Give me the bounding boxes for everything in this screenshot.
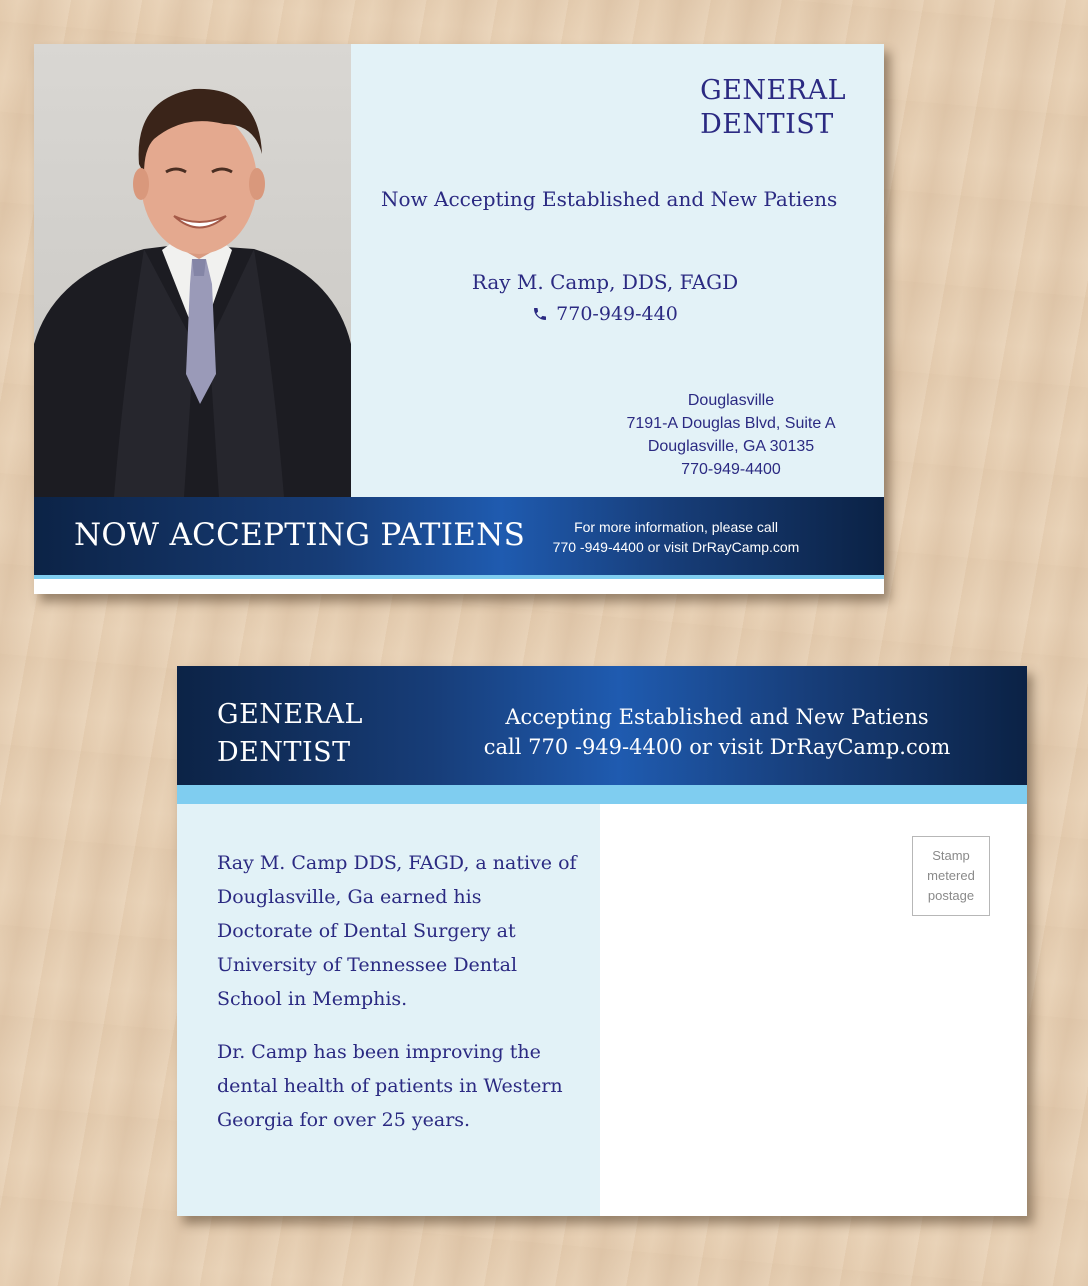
- address-line3: Douglasville, GA 30135: [647, 438, 815, 455]
- bio-text: [217, 846, 577, 1156]
- front-phone: [351, 303, 859, 325]
- front-info-panel: [351, 44, 884, 497]
- address-line2: 7191-A Douglas Blvd, Suite A: [626, 415, 836, 432]
- address-line4: 770-949-4400: [681, 461, 781, 478]
- back-header-band: [177, 666, 1027, 785]
- bio-paragraph-1: Ray M. Camp DDS, FAGD, a native of Douglasville, Ga earned his Doctorate of Dental Surgery at University of Tennessee Dental School in Memphis.: [217, 852, 577, 1010]
- front-band-title: NOW ACCEPTING PATIENS: [74, 517, 526, 553]
- back-header-text: [452, 702, 982, 762]
- bio-paragraph-2: Dr. Camp has been improving the dental health of patients in Western Georgia for over 25 years.: [217, 1041, 563, 1131]
- front-title-line1: GENERAL: [700, 75, 846, 106]
- back-header-line2: call 770 -949-4400 or visit DrRayCamp.com: [483, 735, 951, 759]
- postcard-back: [177, 666, 1027, 1216]
- doctor-name: Ray M. Camp, DDS, FAGD: [471, 270, 739, 294]
- back-accent-stripe: [177, 785, 1027, 804]
- front-address: [591, 389, 871, 481]
- back-title-line1: GENERAL: [217, 699, 363, 730]
- bio-panel: [177, 804, 600, 1216]
- stamp-box: [912, 836, 990, 916]
- front-title-line2: DENTIST: [700, 109, 834, 140]
- phone-icon: [532, 306, 548, 322]
- front-band-info-line1: For more information, please call: [574, 519, 778, 535]
- postcard-front: [34, 44, 884, 594]
- back-title-line2: DENTIST: [217, 737, 351, 768]
- front-accent-stripe: [34, 575, 884, 579]
- front-band-info: [531, 517, 821, 557]
- doctor-portrait: [34, 44, 351, 497]
- front-tagline: Now Accepting Established and New Patiens: [381, 187, 838, 211]
- address-line1: Douglasville: [687, 392, 775, 409]
- front-title: [700, 74, 846, 142]
- back-title: [217, 696, 363, 772]
- front-footer-band: [34, 497, 884, 575]
- back-header-line1: Accepting Established and New Patiens: [505, 705, 929, 729]
- stamp-line1: Stamp: [932, 848, 970, 863]
- stamp-line2: metered: [927, 868, 975, 883]
- front-band-info-line2: 770 -949-4400 or visit DrRayCamp.com: [552, 539, 800, 555]
- stamp-line3: postage: [927, 888, 975, 903]
- front-phone-number: 770-949-440: [556, 303, 678, 325]
